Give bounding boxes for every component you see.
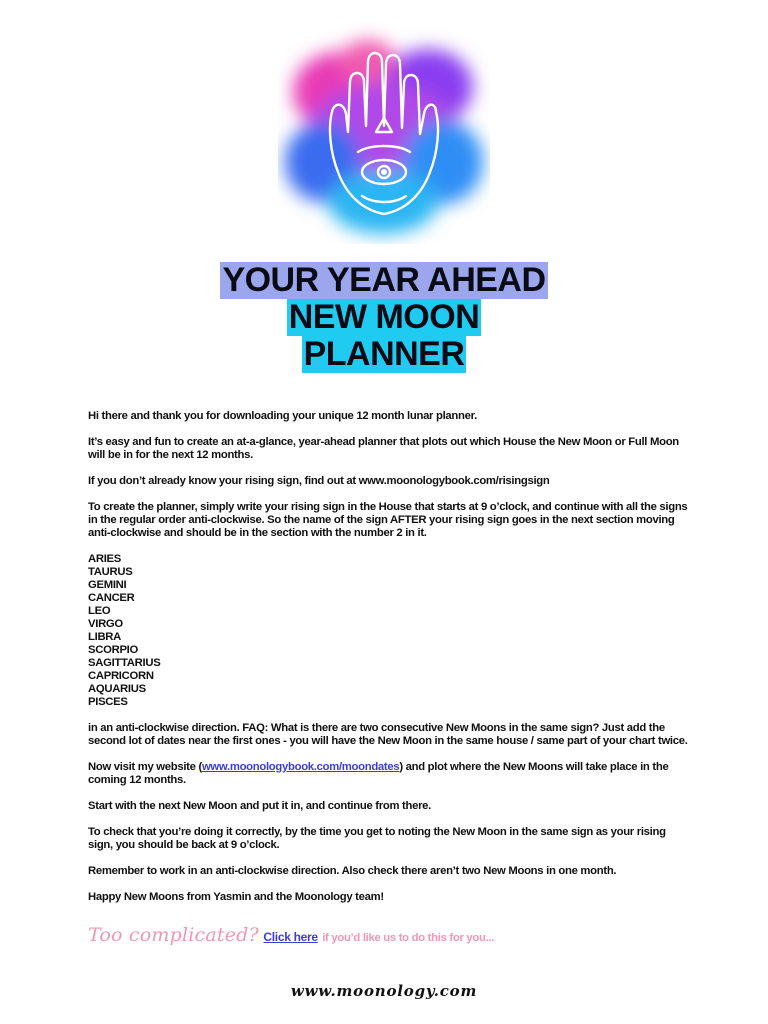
list-item: LEO: [88, 605, 111, 617]
paragraph-remember: Remember to work in an anti-clockwise direction. Also check there aren’t two New Moons in one month.: [88, 865, 617, 877]
list-item: VIRGO: [88, 618, 123, 630]
paragraph-start: Start with the next New Moon and put it in, and continue from there.: [88, 800, 431, 812]
title-line-2: NEW MOON: [288, 298, 480, 336]
hamsa-hand-icon: [278, 22, 490, 244]
paragraph-create: To create the planner, simply write your rising sign in the House that starts at 9 o’clock, and continue with all the signs in the regular order anti-clockwise. So the name of the sign AFTER your rising sign goes in the next section moving anti-clockwise and should be in the section with the number 2 in it.: [88, 501, 688, 539]
click-here-link[interactable]: Click here: [263, 930, 318, 944]
list-item: AQUARIUS: [88, 683, 146, 695]
list-item: CANCER: [88, 592, 135, 604]
help-cta: [88, 924, 708, 946]
list-item: LIBRA: [88, 631, 122, 643]
paragraph-check: To check that you’re doing it correctly, by the time you get to noting the New Moon in the same sign as your rising sign, you should be back at 9 o’clock.: [88, 826, 666, 851]
cta-script-text: Too complicated?: [88, 924, 259, 946]
list-item: ARIES: [88, 553, 122, 565]
list-item: GEMINI: [88, 579, 127, 591]
list-item: PISCES: [88, 696, 128, 708]
paragraph-intro: Hi there and thank you for downloading your unique 12 month lunar planner.: [88, 410, 477, 422]
paragraph-overview: It’s easy and fun to create an at-a-glance, year-ahead planner that plots out which House the New Moon or Full Moon will be in for the next 12 months.: [88, 436, 679, 461]
list-item: CAPRICORN: [88, 670, 154, 682]
website-text-before: Now visit my website (: [88, 761, 202, 773]
paragraph-faq: in an anti-clockwise direction. FAQ: What is there are two consecutive New Moons in the same sign? Just add the second lot of dates near the first ones - you will have the New Moon in the same house / same part of your chart twice.: [88, 722, 688, 747]
cta-rest-text: if you’d like us to do this for you...: [322, 932, 495, 944]
title-line-3: PLANNER: [303, 335, 465, 373]
list-item: TAURUS: [88, 566, 133, 578]
list-item: SCORPIO: [88, 644, 138, 656]
footer-url: www.moonology.com: [290, 982, 478, 1000]
list-item: SAGITTARIUS: [88, 657, 161, 669]
zodiac-sign-list: [88, 553, 688, 709]
page-title: [0, 262, 768, 373]
paragraph-rising-sign: If you don’t already know your rising sign, find out at www.moonologybook.com/risingsign: [88, 475, 550, 487]
website-text-after: ) and plot where the New Moons will take place in the coming 12 months.: [88, 761, 669, 786]
instructions: [88, 410, 688, 917]
paragraph-website: [88, 761, 688, 787]
title-line-1: YOUR YEAR AHEAD: [222, 261, 546, 299]
moondates-link[interactable]: www.moonologybook.com/moondates: [201, 761, 400, 773]
paragraph-signoff: Happy New Moons from Yasmin and the Moonology team!: [88, 891, 384, 903]
watercolor-splash: [285, 40, 483, 234]
